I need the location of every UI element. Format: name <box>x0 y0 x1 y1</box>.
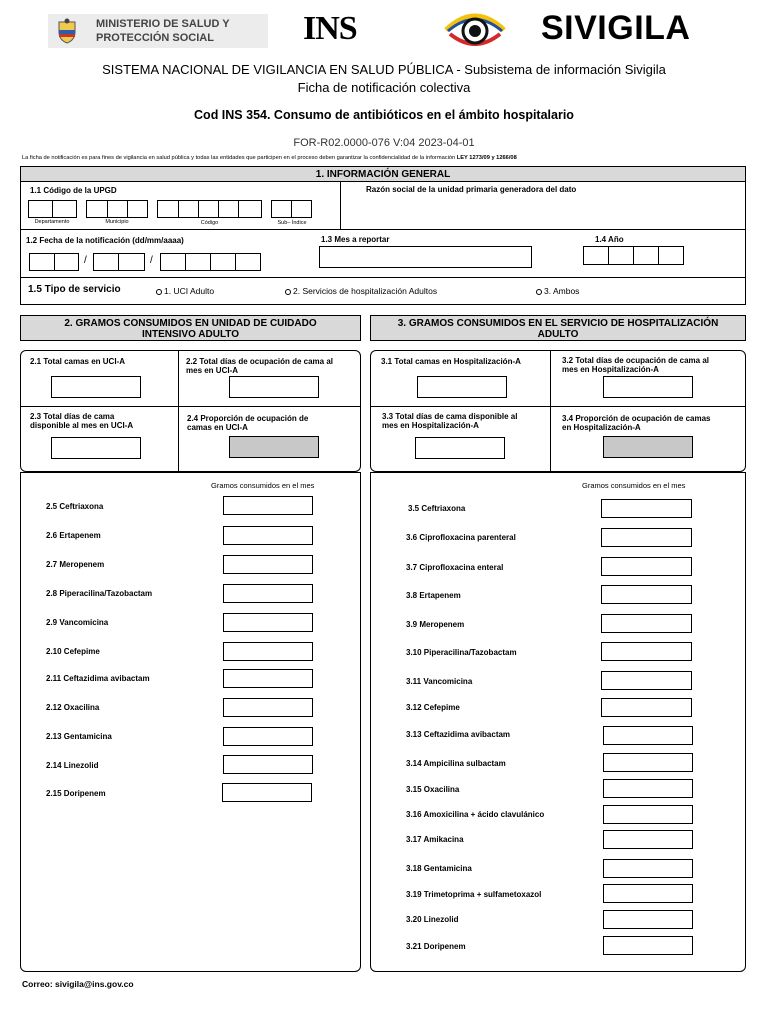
event-title: Cod INS 354. Consumo de antibióticos en el ámbito hospitalario <box>194 108 574 122</box>
s2-drug-label: 2.15 Doripenem <box>46 789 106 798</box>
s3-drug-input[interactable] <box>601 528 692 547</box>
upgd-sub-digit-2[interactable] <box>291 200 312 218</box>
section2-grams-header: Gramos consumidos en el mes <box>211 481 315 490</box>
s3-drug-input[interactable] <box>603 936 693 955</box>
s3-drug-input[interactable] <box>601 642 692 661</box>
sivigila-eye-icon <box>442 4 508 56</box>
s3-drug-input[interactable] <box>601 671 692 690</box>
s2-drug-input[interactable] <box>223 669 313 688</box>
s3-drug-label: 3.14 Ampicilina sulbactam <box>406 759 506 768</box>
razon-social-label: Razón social de la unidad primaria generadora del dato <box>366 185 577 194</box>
s3-drug-input[interactable] <box>603 726 693 745</box>
section1-header <box>20 166 746 182</box>
section2-panel-vline <box>178 350 179 472</box>
tipo-servicio-label: 1.5 Tipo de servicio <box>28 284 121 295</box>
mes-label: 1.3 Mes a reportar <box>321 235 390 244</box>
s3-drug-input[interactable] <box>601 585 692 604</box>
field-3-2-label-line2: mes en Hospitalización-A <box>562 365 659 374</box>
upgd-mun-digit-3[interactable] <box>127 200 148 218</box>
s2-drug-label: 2.12 Oxacilina <box>46 703 100 712</box>
field-2-3-input[interactable] <box>51 437 141 459</box>
s3-drug-input[interactable] <box>601 499 692 518</box>
upgd-dept-digit-1[interactable] <box>28 200 53 218</box>
upgd-mun-digit-1[interactable] <box>86 200 108 218</box>
s2-drug-label: 2.7 Meropenem <box>46 560 105 569</box>
s3-drug-label: 3.20 Linezolid <box>406 915 459 924</box>
tipo-option-hosp-label: 2. Servicios de hospitalización Adultos <box>293 286 438 296</box>
field-3-1-input[interactable] <box>417 376 507 398</box>
s3-drug-label: 3.10 Piperacilina/Tazobactam <box>406 648 517 657</box>
s3-drug-input[interactable] <box>603 830 693 849</box>
s3-drug-label: 3.15 Oxacilina <box>406 785 460 794</box>
fecha-day-2[interactable] <box>54 253 79 271</box>
field-3-1-label: 3.1 Total camas en Hospitalización-A <box>381 357 521 366</box>
section2-header <box>20 315 361 341</box>
section3-grams-header: Gramos consumidos en el mes <box>582 481 686 490</box>
s2-drug-label: 2.14 Linezolid <box>46 761 99 770</box>
section1-title: 1. INFORMACIÓN GENERAL <box>315 169 451 180</box>
field-2-3-label-line2: disponible al mes en UCI-A <box>30 421 134 430</box>
s2-drug-label: 2.11 Ceftazidima avibactam <box>46 674 150 683</box>
s3-drug-input[interactable] <box>603 805 693 824</box>
s2-drug-input[interactable] <box>223 727 313 746</box>
ano-digit-1[interactable] <box>583 246 609 265</box>
field-3-4-calculated <box>603 436 693 458</box>
tipo-option-uci-label: 1. UCI Adulto <box>164 286 215 296</box>
section2-panel-hline <box>20 406 361 407</box>
fecha-separator-1: / <box>84 255 87 266</box>
colombia-coat-of-arms-icon <box>56 18 78 44</box>
s3-drug-label: 3.21 Doripenem <box>406 942 466 951</box>
field-2-4-label-line1: 2.4 Proporción de ocupación de <box>187 414 309 423</box>
ano-digit-4[interactable] <box>658 246 684 265</box>
confidentiality-note <box>22 155 517 161</box>
section1-divider-vertical <box>340 182 341 229</box>
s3-drug-label: 3.19 Trimetoprima + sulfametoxazol <box>406 890 542 899</box>
s2-drug-label: 2.10 Cefepime <box>46 647 100 656</box>
field-3-4-label-line2: en Hospitalización-A <box>562 423 641 432</box>
field-3-3-label-line2: mes en Hospitalización-A <box>382 421 479 430</box>
field-3-3-input[interactable] <box>415 437 505 459</box>
upgd-label: 1.1 Código de la UPGD <box>30 186 117 195</box>
s2-drug-input[interactable] <box>222 783 312 802</box>
s2-drug-input[interactable] <box>223 698 313 717</box>
s2-drug-label: 2.9 Vancomicina <box>46 618 109 627</box>
ano-digit-3[interactable] <box>633 246 659 265</box>
tipo-option-uci[interactable] <box>156 286 214 296</box>
cod-caption: Código <box>200 220 219 226</box>
mun-caption: Municipio <box>105 219 129 225</box>
s2-drug-input[interactable] <box>223 526 313 545</box>
upgd-cod-digit-2[interactable] <box>178 200 199 218</box>
mes-input[interactable] <box>319 246 532 268</box>
s3-drug-label: 3.12 Cefepime <box>406 703 460 712</box>
fecha-year-1[interactable] <box>160 253 186 271</box>
upgd-dept-digit-2[interactable] <box>52 200 77 218</box>
radio-hosp-icon[interactable] <box>285 289 291 295</box>
section2-title-line1: 2. GRAMOS CONSUMIDOS EN UNIDAD DE CUIDADO <box>64 318 317 329</box>
sub-caption: Sub– Índice <box>277 220 307 226</box>
radio-uci-icon[interactable] <box>156 289 162 295</box>
field-3-3-label-line1: 3.3 Total días de cama disponible al <box>382 412 518 421</box>
s3-drug-label: 3.7 Ciprofloxacina enteral <box>406 563 504 572</box>
s3-drug-label: 3.11 Vancomicina <box>406 677 473 686</box>
field-2-2-label-line2: mes en UCI-A <box>186 366 239 375</box>
upgd-cod-digit-3[interactable] <box>198 200 219 218</box>
fecha-label: 1.2 Fecha de la notificación (dd/mm/aaaa) <box>26 236 184 245</box>
s2-drug-input[interactable] <box>223 642 313 661</box>
tipo-option-hosp[interactable] <box>285 286 437 296</box>
fecha-month-1[interactable] <box>93 253 119 271</box>
s3-drug-input[interactable] <box>601 557 692 576</box>
section3-panel-vline <box>550 350 551 472</box>
ministry-name-line2: PROTECCIÓN SOCIAL <box>96 32 214 44</box>
s3-drug-label: 3.17 Amikacina <box>406 835 464 844</box>
upgd-cod-digit-5[interactable] <box>238 200 262 218</box>
s3-drug-label: 3.18 Gentamicina <box>406 864 472 873</box>
field-3-4-label-line1: 3.4 Proporción de ocupación de camas <box>562 414 711 423</box>
upgd-sub-digit-1[interactable] <box>271 200 292 218</box>
s2-drug-input[interactable] <box>223 613 313 632</box>
section1-divider-row2 <box>20 277 746 278</box>
section3-header <box>370 315 746 341</box>
s3-drug-label: 3.8 Ertapenem <box>406 591 461 600</box>
sivigila-logo: SIVIGILA <box>541 9 691 47</box>
section3-title-line1: 3. GRAMOS CONSUMIDOS EN EL SERVICIO DE HOSPITALIZACIÓN <box>397 318 719 329</box>
system-title: SISTEMA NACIONAL DE VIGILANCIA EN SALUD PÚBLICA - Subsistema de información Sivigila <box>102 62 666 77</box>
field-3-2-label-line1: 3.2 Total días de ocupación de cama al <box>562 356 710 365</box>
s2-drug-input[interactable] <box>223 555 313 574</box>
section3-title-line2: ADULTO <box>537 329 579 340</box>
ministry-name-line1: MINISTERIO DE SALUD Y <box>96 18 230 30</box>
s2-drug-label: 2.8 Piperacilina/Tazobactam <box>46 589 153 598</box>
tipo-option-ambos-label: 3. Ambos <box>544 286 580 296</box>
s3-drug-input[interactable] <box>601 614 692 633</box>
dept-caption: Departamento <box>34 219 70 225</box>
field-2-4-label-line2: camas en UCI-A <box>187 423 248 432</box>
section2-drugs-panel <box>20 472 361 972</box>
field-2-3-label-line1: 2.3 Total días de cama <box>30 412 115 421</box>
section1-divider-row1 <box>20 229 746 230</box>
fecha-year-4[interactable] <box>235 253 261 271</box>
s2-drug-input[interactable] <box>223 755 313 774</box>
field-2-1-label: 2.1 Total camas en UCI-A <box>30 357 125 366</box>
fecha-month-2[interactable] <box>118 253 145 271</box>
ano-label: 1.4 Año <box>595 235 624 244</box>
confidentiality-text: La ficha de notificación es para fines de vigilancia en salud pública y todas las entidades que participen en el proceso deben garantizar la confidencialidad de la información <box>22 155 456 161</box>
s3-drug-input[interactable] <box>603 884 693 903</box>
ins-logo <box>303 10 357 48</box>
upgd-mun-digit-2[interactable] <box>107 200 128 218</box>
s3-drug-label: 3.6 Ciprofloxacina parenteral <box>406 533 516 542</box>
s2-drug-input[interactable] <box>223 584 313 603</box>
s2-drug-label: 2.6 Ertapenem <box>46 531 101 540</box>
ministry-logo <box>48 14 268 48</box>
form-subtitle: Ficha de notificación colectiva <box>297 80 471 95</box>
field-2-4-calculated <box>229 436 319 458</box>
s3-drug-input[interactable] <box>603 779 693 798</box>
s3-drug-input[interactable] <box>601 698 692 717</box>
s3-drug-label: 3.9 Meropenem <box>406 620 465 629</box>
section2-title-line2: INTENSIVO ADULTO <box>141 329 240 340</box>
upgd-cod-digit-1[interactable] <box>157 200 179 218</box>
field-2-2-label-line1: 2.2 Total días de ocupación de cama al <box>186 357 334 366</box>
s3-drug-input[interactable] <box>603 910 693 929</box>
field-2-1-input[interactable] <box>51 376 141 398</box>
field-2-2-input[interactable] <box>229 376 319 398</box>
footer-email: Correo: sivigila@ins.gov.co <box>22 979 134 989</box>
ins-logo-text: INS <box>303 10 357 47</box>
field-3-2-input[interactable] <box>603 376 693 398</box>
ano-digit-2[interactable] <box>608 246 634 265</box>
fecha-day-1[interactable] <box>29 253 55 271</box>
s2-drug-label: 2.5 Ceftriaxona <box>46 502 104 511</box>
upgd-cod-digit-4[interactable] <box>218 200 239 218</box>
s3-drug-label: 3.16 Amoxicilina + ácido clavulánico <box>406 810 545 819</box>
s3-drug-input[interactable] <box>603 859 693 878</box>
section3-panel-hline <box>370 406 746 407</box>
form-code: FOR-R02.0000-076 V:04 2023-04-01 <box>293 137 475 149</box>
radio-ambos-icon[interactable] <box>536 289 542 295</box>
tipo-option-ambos[interactable] <box>536 286 579 296</box>
fecha-year-3[interactable] <box>210 253 236 271</box>
s2-drug-label: 2.13 Gentamicina <box>46 732 112 741</box>
s3-drug-label: 3.13 Ceftazidima avibactam <box>406 730 511 739</box>
s3-drug-input[interactable] <box>603 753 693 772</box>
fecha-year-2[interactable] <box>185 253 211 271</box>
law-reference: LEY 1273/09 y 1266/08 <box>456 155 517 161</box>
fecha-separator-2: / <box>150 255 153 266</box>
s2-drug-input[interactable] <box>223 496 313 515</box>
s3-drug-label: 3.5 Ceftriaxona <box>408 504 466 513</box>
